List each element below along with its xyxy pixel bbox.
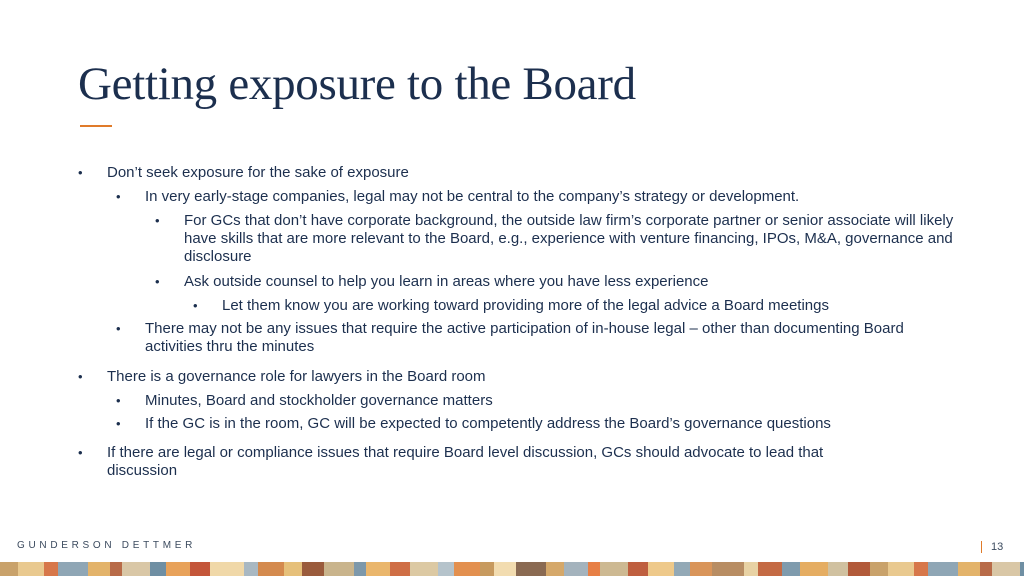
stripe-segment [390, 562, 410, 576]
stripe-segment [410, 562, 438, 576]
stripe-segment [888, 562, 914, 576]
bullet-item [155, 273, 964, 291]
stripe-segment [690, 562, 712, 576]
bullet-item [155, 212, 964, 266]
bullet-item [116, 188, 1005, 206]
stripe-segment [58, 562, 88, 576]
bullet-text: If there are legal or compliance issues that require Board level discussion, GCs should advocate to lead that discussion [107, 444, 824, 479]
stripe-segment [324, 562, 354, 576]
bullet-text: Let them know you are working toward providing more of the legal advice a Board meetings [222, 297, 829, 314]
stripe-segment [244, 562, 258, 576]
stripe-segment [800, 562, 828, 576]
bullet-item [78, 368, 967, 386]
bullet-text: There is a governance role for lawyers in the Board room [107, 368, 486, 385]
stripe-segment [828, 562, 848, 576]
bullet-marker: • [78, 445, 83, 460]
stripe-segment [958, 562, 980, 576]
stripe-segment [546, 562, 564, 576]
bullet-marker: • [116, 189, 121, 204]
page-number: 13 [991, 541, 1004, 553]
stripe-segment [0, 562, 18, 576]
stripe-segment [588, 562, 600, 576]
stripe-segment [354, 562, 366, 576]
stripe-segment [258, 562, 284, 576]
stripe-segment [494, 562, 516, 576]
title-accent-line [80, 125, 112, 127]
stripe-segment [190, 562, 210, 576]
stripe-segment [366, 562, 390, 576]
bullet-marker: • [116, 416, 121, 431]
bullet-item [78, 444, 897, 480]
bullet-text: Don’t seek exposure for the sake of exposure [107, 164, 409, 181]
stripe-segment [564, 562, 588, 576]
bullet-item [116, 320, 945, 356]
stripe-segment [438, 562, 454, 576]
stripe-segment [480, 562, 494, 576]
bullet-item [116, 415, 1005, 433]
stripe-segment [600, 562, 628, 576]
bullet-text: There may not be any issues that require the active participation of in-house legal – other than documenting Board activities thru the minutes [145, 320, 904, 355]
decorative-stripe-band [0, 562, 1024, 576]
stripe-segment [870, 562, 888, 576]
bullet-item [193, 297, 982, 315]
bullet-text: In very early-stage companies, legal may not be central to the company’s strategy or development. [145, 188, 800, 205]
stripe-segment [928, 562, 958, 576]
stripe-segment [454, 562, 480, 576]
stripe-segment [210, 562, 244, 576]
bullet-marker: • [155, 213, 160, 228]
slide-title: Getting exposure to the Board [78, 58, 636, 110]
stripe-segment [712, 562, 744, 576]
stripe-segment [150, 562, 166, 576]
stripe-segment [980, 562, 992, 576]
stripe-segment [992, 562, 1020, 576]
bullet-marker: • [155, 274, 160, 289]
stripe-segment [848, 562, 870, 576]
bullet-marker: • [116, 393, 121, 408]
stripe-segment [648, 562, 674, 576]
bullet-marker: • [193, 298, 198, 313]
bullet-text: Ask outside counsel to help you learn in areas where you have less experience [184, 273, 709, 290]
stripe-segment [18, 562, 44, 576]
stripe-segment [674, 562, 690, 576]
stripe-segment [88, 562, 110, 576]
stripe-segment [44, 562, 58, 576]
bullet-item [116, 392, 985, 410]
stripe-segment [110, 562, 122, 576]
bullet-marker: • [116, 321, 121, 336]
bullet-text: If the GC is in the room, GC will be expected to competently address the Board’s governance questions [145, 415, 831, 432]
bullet-item [78, 164, 1007, 182]
stripe-segment [284, 562, 302, 576]
stripe-segment [628, 562, 648, 576]
stripe-segment [744, 562, 758, 576]
stripe-segment [516, 562, 546, 576]
company-logo: GUNDERSON DETTMER [17, 540, 197, 551]
stripe-segment [122, 562, 150, 576]
stripe-segment [914, 562, 928, 576]
bullet-marker: • [78, 165, 83, 180]
bullet-text: Minutes, Board and stockholder governance matters [145, 392, 493, 409]
bullet-marker: • [78, 369, 83, 384]
page-number-separator [981, 541, 982, 553]
stripe-segment [1020, 562, 1024, 576]
stripe-segment [782, 562, 800, 576]
bullet-text: For GCs that don’t have corporate background, the outside law firm’s corporate partner or senior associate will likely have skills that are more relevant to the Board, e.g., experience with venture financing, IPOs, M&A, governance and disclosure [184, 212, 954, 265]
stripe-segment [166, 562, 190, 576]
stripe-segment [758, 562, 782, 576]
stripe-segment [302, 562, 324, 576]
